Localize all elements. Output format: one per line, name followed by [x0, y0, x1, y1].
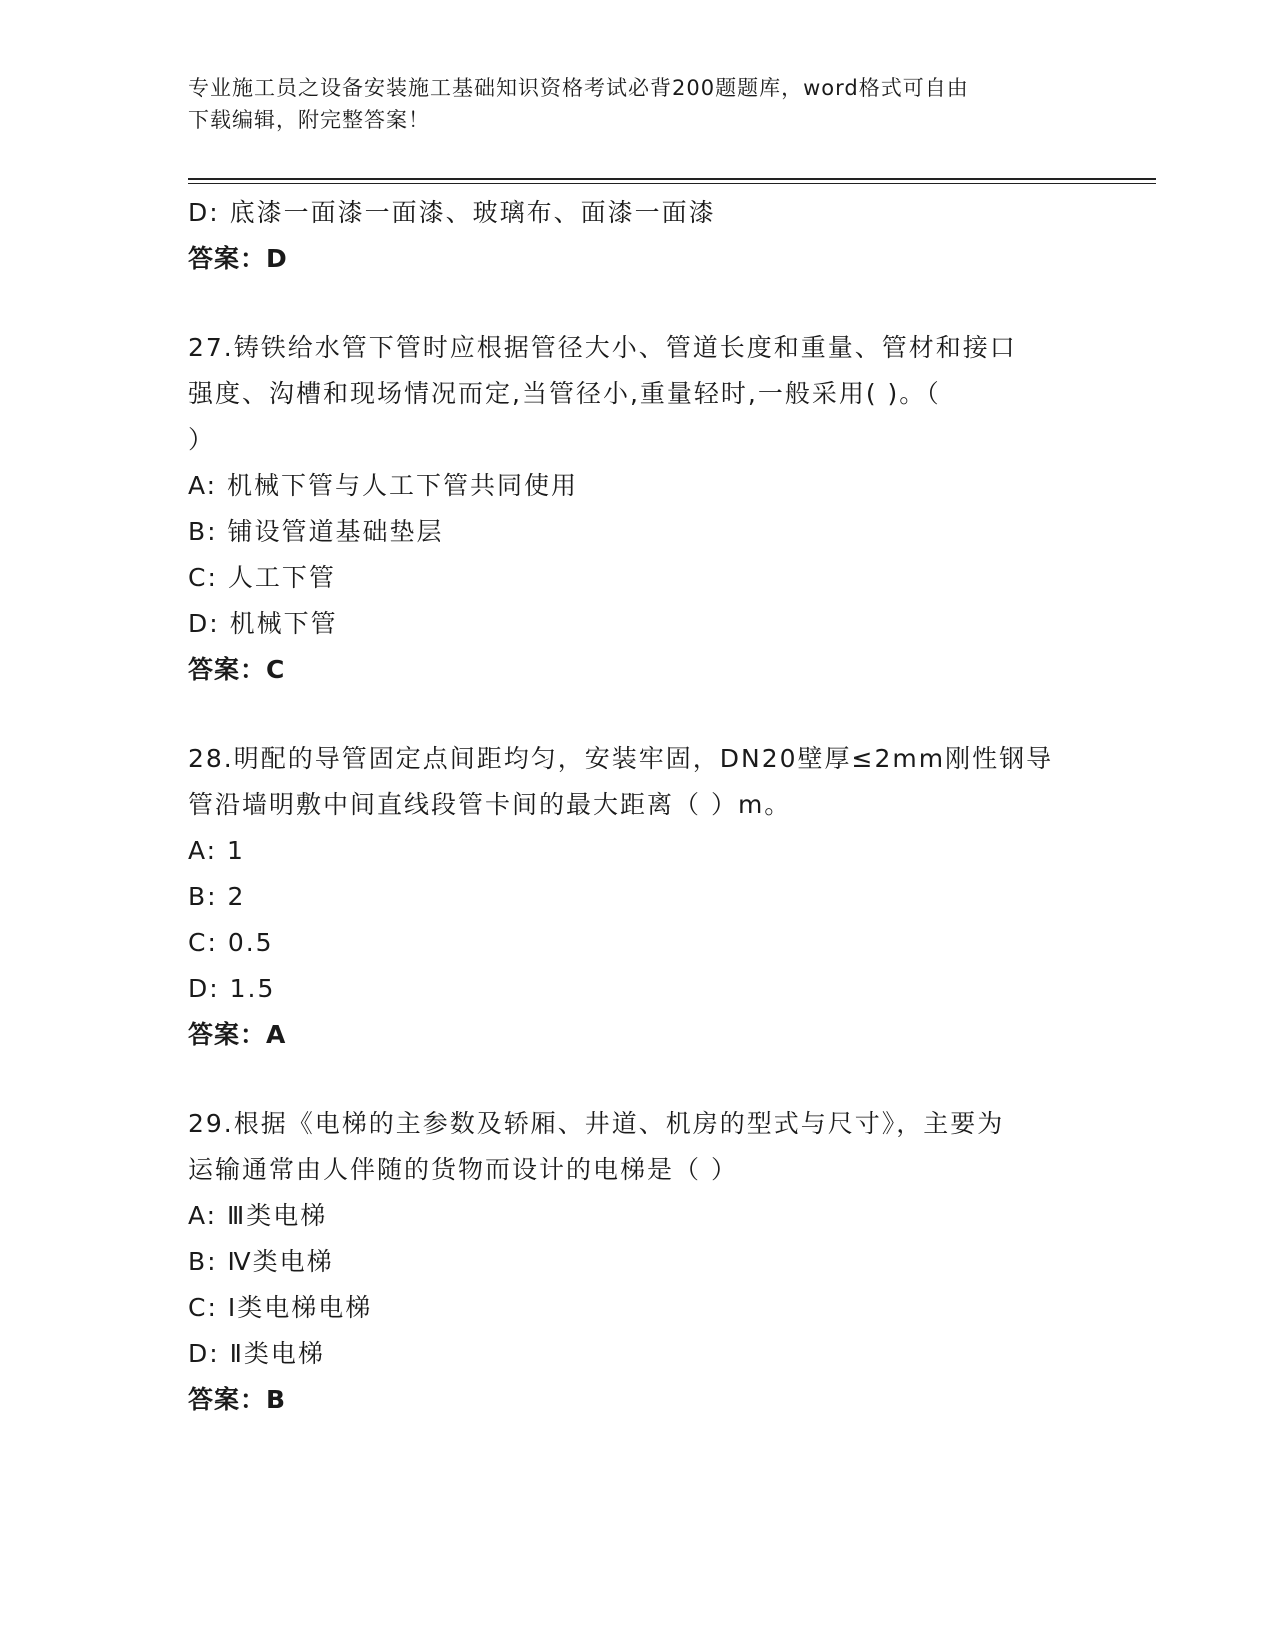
- answer: 答案：C: [188, 655, 286, 684]
- option-a: A: 机械下管与人工下管共同使用: [188, 471, 579, 500]
- option-c: C: Ⅰ类电梯电梯: [188, 1293, 373, 1322]
- question-list: [188, 190, 1088, 1423]
- question-text-line: 运输通常由人伴随的货物而设计的电梯是（ ）: [188, 1155, 738, 1184]
- header-divider-thick: [188, 178, 1156, 180]
- option-a: A: 1: [188, 836, 245, 865]
- option-a: A: Ⅲ类电梯: [188, 1201, 328, 1230]
- option-d: D: 机械下管: [188, 609, 338, 638]
- option-d: D: 1.5: [188, 974, 276, 1003]
- answer: 答案：D: [188, 244, 288, 273]
- option-c: C: 人工下管: [188, 563, 336, 592]
- header-divider-thin: [188, 183, 1156, 184]
- option-b: B: 2: [188, 882, 246, 911]
- question-29: [188, 1101, 1088, 1423]
- question-text-line: 27.铸铁给水管下管时应根据管径大小、管道长度和重量、管材和接口: [188, 333, 1017, 362]
- question-text-line: 29.根据《电梯的主参数及轿厢、井道、机房的型式与尺寸》，主要为: [188, 1109, 1005, 1138]
- header-line-2: 下载编辑，附完整答案！: [188, 108, 430, 132]
- question-text-line: 强度、沟槽和现场情况而定,当管径小,重量轻时,一般采用( )。（: [188, 379, 941, 408]
- option-d: D: 底漆一面漆一面漆、玻璃布、面漆一面漆: [188, 198, 716, 227]
- answer: 答案：B: [188, 1385, 287, 1414]
- header-line-1: 专业施工员之设备安装施工基础知识资格考试必背200题题库，word格式可自由: [188, 76, 969, 100]
- question-26-tail: [188, 190, 1088, 282]
- question-text-line: 28.明配的导管固定点间距均匀，安装牢固，DN20壁厚≤2mm刚性钢导: [188, 744, 1054, 773]
- question-27: [188, 325, 1088, 693]
- option-c: C: 0.5: [188, 928, 274, 957]
- question-28: [188, 736, 1088, 1058]
- option-d: D: Ⅱ类电梯: [188, 1339, 325, 1368]
- option-b: B: Ⅳ类电梯: [188, 1247, 334, 1276]
- question-text-line: ）: [188, 425, 216, 454]
- page-header: [188, 72, 1088, 136]
- option-b: B: 铺设管道基础垫层: [188, 517, 444, 546]
- question-text-line: 管沿墙明敷中间直线段管卡间的最大距离（ ）m。: [188, 790, 792, 819]
- answer: 答案：A: [188, 1020, 287, 1049]
